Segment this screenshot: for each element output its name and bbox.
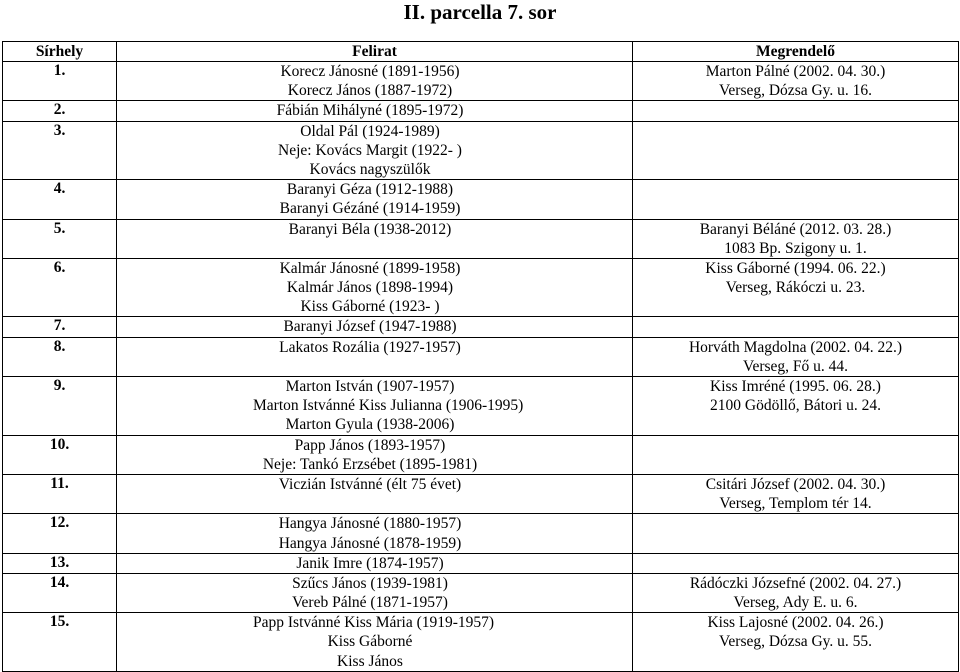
table-row xyxy=(3,317,959,337)
plot-number: 13. xyxy=(3,553,117,573)
orderer-line: 1083 Bp. Szigony u. 1. xyxy=(724,239,867,257)
inscription-line: Marton István (1907-1957) xyxy=(285,378,455,395)
table-row xyxy=(3,474,959,513)
inscription-line: Kiss Gáborné xyxy=(327,633,413,651)
inscription-line: Korecz János (1887-1972) xyxy=(287,82,453,100)
orderer-cell xyxy=(633,514,959,553)
inscription-line: Marton Istvánné Kiss Julianna (1906-1995) xyxy=(253,397,524,415)
inscription-cell xyxy=(117,121,633,180)
plot-number: 5. xyxy=(3,219,117,258)
table-row xyxy=(3,377,959,436)
plot-number: 6. xyxy=(3,258,117,317)
orderer-line: Baranyi Béláné (2012. 03. 28.) xyxy=(699,220,892,238)
table-row xyxy=(3,62,959,101)
header-inscription: Felirat xyxy=(117,42,633,62)
orderer-cell xyxy=(633,101,959,121)
orderer-line: Rádóczki Józsefné (2002. 04. 27.) xyxy=(689,574,902,592)
inscription-line: Janik Imre (1874-1957) xyxy=(296,554,444,572)
table-row xyxy=(3,219,959,258)
inscription-cell xyxy=(117,514,633,553)
plot-number: 1. xyxy=(3,62,117,101)
inscription-cell xyxy=(117,101,633,121)
plot-number: 4. xyxy=(3,180,117,219)
inscription-line: Neje: Tankó Erzsébet (1895-1981) xyxy=(262,455,478,473)
inscription-line: Baranyi József (1947-1988) xyxy=(283,318,457,336)
inscription-line: Baranyi Béla (1938-2012) xyxy=(288,220,452,238)
orderer-cell xyxy=(633,180,959,219)
orderer-cell xyxy=(633,337,959,376)
table-row xyxy=(3,573,959,612)
inscription-line: Szűcs János (1939-1981) xyxy=(292,574,448,592)
orderer-cell xyxy=(633,474,959,513)
table-row xyxy=(3,121,959,180)
orderer-line: Csitári József (2002. 04. 30.) xyxy=(705,475,886,493)
inscription-line: Hangya Jánosné (1878-1959) xyxy=(278,534,462,552)
orderer-cell xyxy=(633,613,959,672)
orderer-cell xyxy=(633,121,959,180)
inscription-line: Kovács nagyszülők xyxy=(309,160,431,178)
table-row xyxy=(3,101,959,121)
orderer-line: Verseg, Fő u. 44. xyxy=(742,357,849,375)
inscription-cell xyxy=(117,377,633,436)
inscription-line: Baranyi Géza (1912-1988) xyxy=(286,181,454,199)
plot-number: 10. xyxy=(3,435,117,474)
inscription-cell xyxy=(117,474,633,513)
orderer-cell xyxy=(633,219,959,258)
inscription-line: Hangya Jánosné (1880-1957) xyxy=(278,515,462,533)
inscription-cell xyxy=(117,62,633,101)
orderer-line: Kiss Gáborné (1994. 06. 22.) xyxy=(705,259,886,277)
plot-number: 3. xyxy=(3,121,117,180)
header-orderer: Megrendelő xyxy=(633,42,959,62)
orderer-line: Verseg, Rákóczi u. 23. xyxy=(725,279,866,297)
orderer-line: Marton Pálné (2002. 04. 30.) xyxy=(705,63,886,80)
orderer-line: Verseg, Dózsa Gy. u. 55. xyxy=(718,633,873,651)
inscription-cell xyxy=(117,258,633,317)
inscription-cell xyxy=(117,435,633,474)
orderer-line: Kiss Lajosné (2002. 04. 26.) xyxy=(707,614,884,632)
plot-number: 11. xyxy=(3,474,117,513)
inscription-cell xyxy=(117,180,633,219)
orderer-cell xyxy=(633,553,959,573)
plot-number: 8. xyxy=(3,337,117,376)
table-row xyxy=(3,435,959,474)
plot-number: 9. xyxy=(3,377,117,436)
inscription-line: Oldal Pál (1924-1989) xyxy=(300,122,440,140)
inscription-line: Korecz Jánosné (1891-1956) xyxy=(280,63,460,80)
grave-table xyxy=(2,41,959,672)
plot-number: 14. xyxy=(3,573,117,612)
inscription-line: Kiss János xyxy=(337,652,403,670)
inscription-line: Viczián Istvánné (élt 75 évet) xyxy=(278,475,462,493)
orderer-line: Horváth Magdolna (2002. 04. 22.) xyxy=(688,338,903,356)
orderer-cell xyxy=(633,573,959,612)
orderer-line: Kiss Imréné (1995. 06. 28.) xyxy=(710,378,881,395)
table-row xyxy=(3,514,959,553)
orderer-line: Verseg, Dózsa Gy. u. 16. xyxy=(718,82,873,100)
orderer-cell xyxy=(633,258,959,317)
inscription-cell xyxy=(117,553,633,573)
inscription-cell xyxy=(117,219,633,258)
plot-number: 2. xyxy=(3,101,117,121)
table-row xyxy=(3,258,959,317)
inscription-line: Kalmár János (1898-1994) xyxy=(286,279,454,297)
inscription-line: Baranyi Gézáné (1914-1959) xyxy=(279,200,461,218)
table-header-row xyxy=(3,42,959,62)
inscription-cell xyxy=(117,613,633,672)
orderer-cell xyxy=(633,377,959,436)
page-title: II. parcella 7. sor xyxy=(403,0,557,24)
orderer-line: 2100 Gödöllő, Bátori u. 24. xyxy=(710,397,881,415)
table-row xyxy=(3,180,959,219)
inscription-line: Papp Istvánné Kiss Mária (1919-1957) xyxy=(253,614,495,632)
orderer-cell xyxy=(633,435,959,474)
table-row xyxy=(3,553,959,573)
inscription-line: Kalmár Jánosné (1899-1958) xyxy=(279,259,461,277)
orderer-cell xyxy=(633,62,959,101)
inscription-cell xyxy=(117,573,633,612)
inscription-cell xyxy=(117,337,633,376)
orderer-cell xyxy=(633,317,959,337)
orderer-line: Verseg, Ady E. u. 6. xyxy=(733,594,858,612)
table-row xyxy=(3,337,959,376)
plot-number: 15. xyxy=(3,613,117,672)
inscription-line: Lakatos Rozália (1927-1957) xyxy=(279,338,461,356)
header-plot: Sírhely xyxy=(3,42,117,62)
inscription-line: Kiss Gáborné (1923- ) xyxy=(300,298,440,316)
inscription-line: Vereb Pálné (1871-1957) xyxy=(292,594,448,612)
plot-number: 7. xyxy=(3,317,117,337)
inscription-line: Neje: Kovács Margit (1922- ) xyxy=(278,141,462,159)
inscription-line: Papp János (1893-1957) xyxy=(294,436,446,454)
inscription-line: Marton Gyula (1938-2006) xyxy=(285,416,455,434)
plot-number: 12. xyxy=(3,514,117,553)
orderer-line: Verseg, Templom tér 14. xyxy=(719,495,872,513)
table-row xyxy=(3,613,959,672)
inscription-line: Fábián Mihályné (1895-1972) xyxy=(276,102,464,120)
inscription-cell xyxy=(117,317,633,337)
